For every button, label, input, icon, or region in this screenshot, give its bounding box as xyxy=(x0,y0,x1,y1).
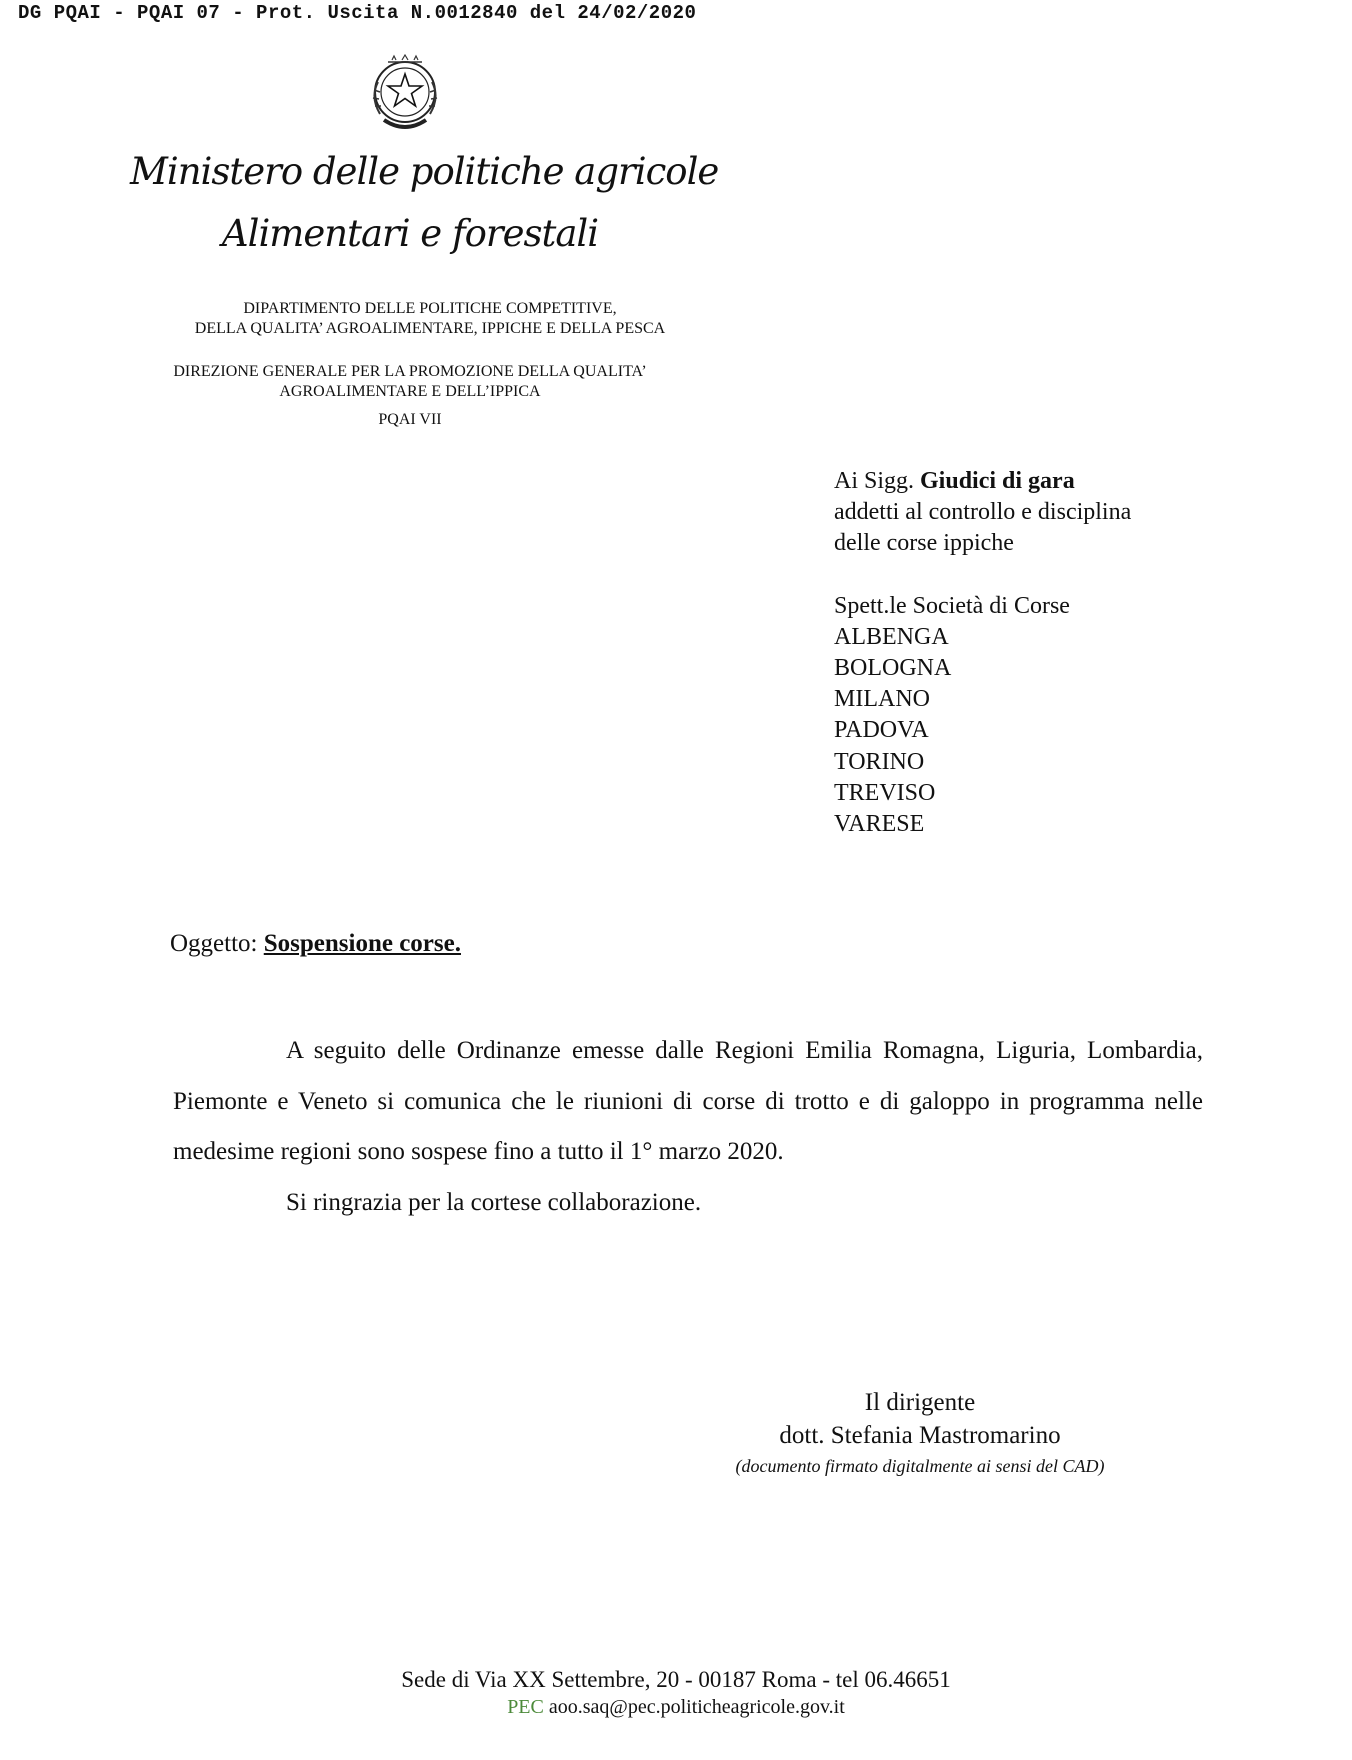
signature-note: (documento firmato digitalmente ai sensi del CAD) xyxy=(735,1456,1105,1476)
recipient-line3: delle corse ippiche xyxy=(834,530,1014,557)
subject-label: Oggetto: xyxy=(170,930,258,957)
salutation-bold: Giudici di gara xyxy=(920,468,1075,494)
city-item: VARESE xyxy=(834,811,925,838)
recipient-salutation xyxy=(834,466,1131,497)
city-item: PADOVA xyxy=(834,717,929,744)
footer xyxy=(0,1666,1352,1720)
body-paragraph: Si ringrazia per la cortese collaborazione. xyxy=(286,1188,702,1216)
signature-block xyxy=(690,1386,1150,1480)
city-item: TORINO xyxy=(834,748,925,775)
footer-address: Sede di Via XX Settembre, 20 - 00187 Roma - tel 06.46651 xyxy=(401,1667,951,1692)
societies-label: Spett.le Società di Corse xyxy=(834,592,1070,619)
city-item: TREVISO xyxy=(834,779,936,806)
pec-label: PEC xyxy=(507,1696,544,1718)
recipient-spacer xyxy=(834,560,1131,591)
direction-line1: DIREZIONE GENERALE PER LA PROMOZIONE DELLA QUALITA’ xyxy=(173,363,647,380)
direction-line2: AGROALIMENTARE E DELL’IPPICA xyxy=(279,383,541,400)
pec-email: aoo.saq@pec.politicheagricole.gov.it xyxy=(548,1696,845,1718)
letter-body xyxy=(173,1026,1203,1228)
office-code: PQAI VII xyxy=(378,411,442,428)
ministry-name-line1: Ministero delle politiche agricole xyxy=(130,150,719,193)
italian-republic-emblem-icon xyxy=(364,52,446,142)
city-item: ALBENGA xyxy=(834,623,949,650)
protocol-header: DG PQAI - PQAI 07 - Prot. Uscita N.0012840 del 24/02/2020 xyxy=(18,2,697,24)
ministry-name-line2: Alimentari e forestali xyxy=(221,212,599,255)
footer-pec xyxy=(0,1694,1352,1720)
department-line1: DIPARTIMENTO DELLE POLITICHE COMPETITIVE, xyxy=(243,300,617,317)
subject-line xyxy=(170,930,461,958)
subject-text: Sospensione corse. xyxy=(263,930,461,957)
department-line2: DELLA QUALITA’ AGROALIMENTARE, IPPICHE E DELLA PESCA xyxy=(194,320,666,337)
salutation-prefix: Ai Sigg. xyxy=(834,468,915,494)
city-item: BOLOGNA xyxy=(834,655,952,682)
body-paragraph: A seguito delle Ordinanze emesse dalle Regioni Emilia Romagna, Liguria, Lombardia, Piemonte e Veneto si comunica che le riunioni di corse di trotto e di galoppo in programma nelle medesime regioni sono sospese fino a tutto il 1° marzo 2020. xyxy=(173,1037,1203,1165)
signature-name: dott. Stefania Mastromarino xyxy=(779,1422,1061,1449)
department-block xyxy=(140,299,720,339)
signature-role: Il dirigente xyxy=(864,1389,976,1416)
recipients-block xyxy=(834,466,1131,840)
direction-block xyxy=(120,362,700,402)
recipient-line2: addetti al controllo e disciplina xyxy=(834,499,1132,526)
city-item: MILANO xyxy=(834,686,930,713)
